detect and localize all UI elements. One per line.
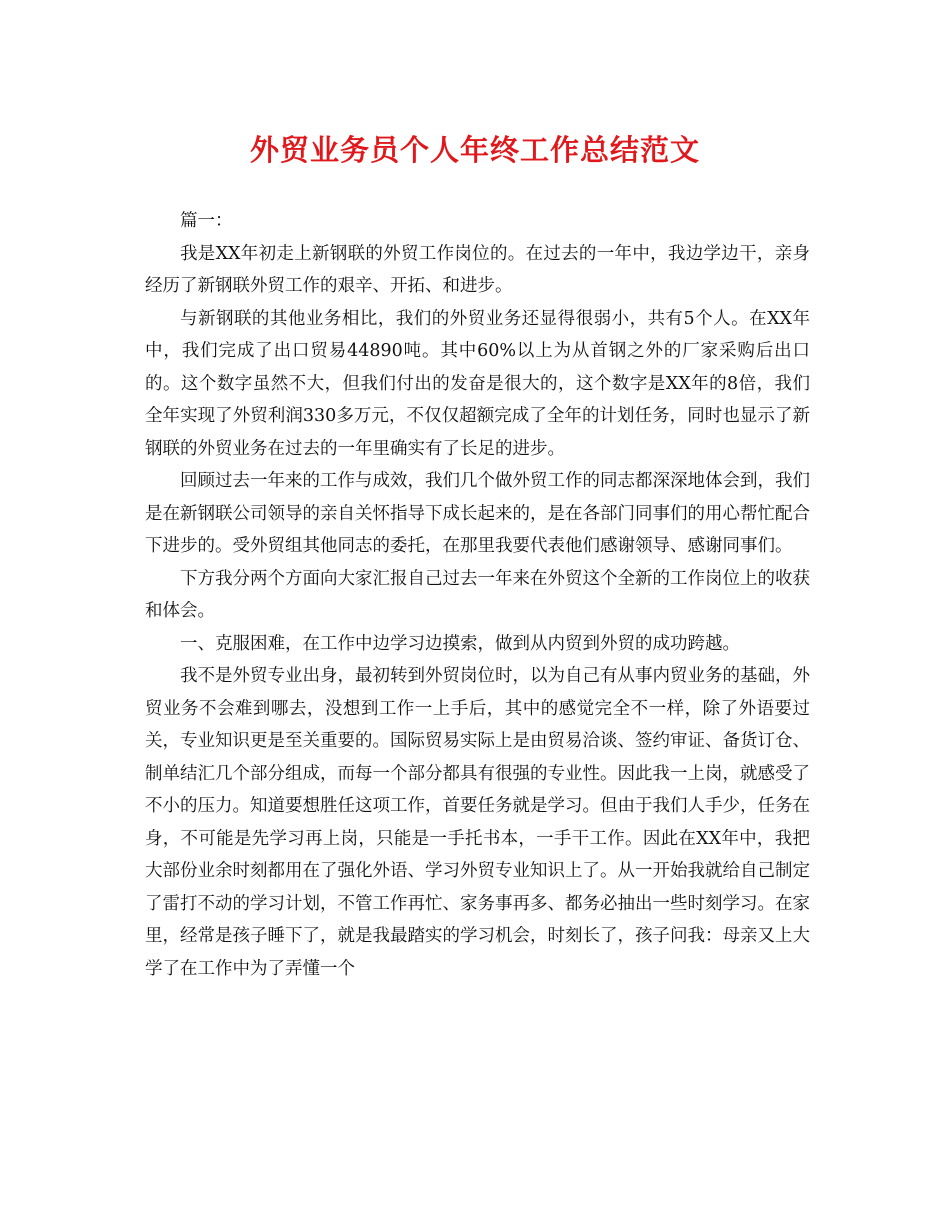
paragraph: 我不是外贸专业出身，最初转到外贸岗位时，以为自己有从事内贸业务的基础，外贸业务不会难到哪去，没想到工作一上手后，其中的感觉完全不一样，除了外语要过关，专业知识更是至关重要的。国际贸易实际上是由贸易洽谈、签约审证、备货订仓、制单结汇几个部分组成，而每一个部分都具有很强的专业性。因此我一上岗，就感受了不小的压力。知道要想胜任这项工作，首要任务就是学习。但由于我们人手少，任务在身，不可能是先学习再上岗，只能是一手托书本，一手干工作。因此在XX年中，我把大部份业余时刻都用在了强化外语、学习外贸专业知识上了。从一开始我就给自己制定了雷打不动的学习计划，不管工作再忙、家务事再多、都务必抽出一些时刻学习。在家里，经常是孩子睡下了，就是我最踏实的学习机会，时刻长了，孩子问我：母亲又上大学了在工作中为了弄懂一个: [145, 666, 810, 979]
document-body: [145, 205, 810, 985]
paragraph: 一、克服困难，在工作中边学习边摸索，做到从内贸到外贸的成功跨越。: [180, 633, 740, 654]
paragraph: 与新钢联的其他业务相比，我们的外贸业务还显得很弱小，共有5个人。在XX年中，我们完成了出口贸易44890吨。其中60%以上为从首钢之外的厂家采购后出口的。这个数字虽然不大，但我们付出的发奋是很大的，这个数字是XX年的8倍，我们全年实现了外贸利润330多万元，不仅仅超额完成了全年的计划任务，同时也显示了新钢联的外贸业务在过去的一年里确实有了长足的进步。: [145, 308, 810, 459]
document-title: 外贸业务员个人年终工作总结范文: [249, 133, 700, 167]
paragraph: 下方我分两个方面向大家汇报自己过去一年来在外贸这个全新的工作岗位上的收获和体会。: [145, 568, 810, 621]
paragraph: 篇一：: [180, 211, 233, 231]
paragraph: 回顾过去一年来的工作与成效，我们几个做外贸工作的同志都深深地体会到，我们是在新钢联公司领导的亲自关怀指导下成长起来的，是在各部门同事们的用心帮忙配合下进步的。受外贸组其他同志的委托，在那里我要代表他们感谢领导、感谢同事们。: [145, 471, 810, 556]
paragraph: 我是XX年初走上新钢联的外贸工作岗位的。在过去的一年中，我边学边干，亲身经历了新钢联外贸工作的艰辛、开拓、和进步。: [145, 243, 810, 296]
